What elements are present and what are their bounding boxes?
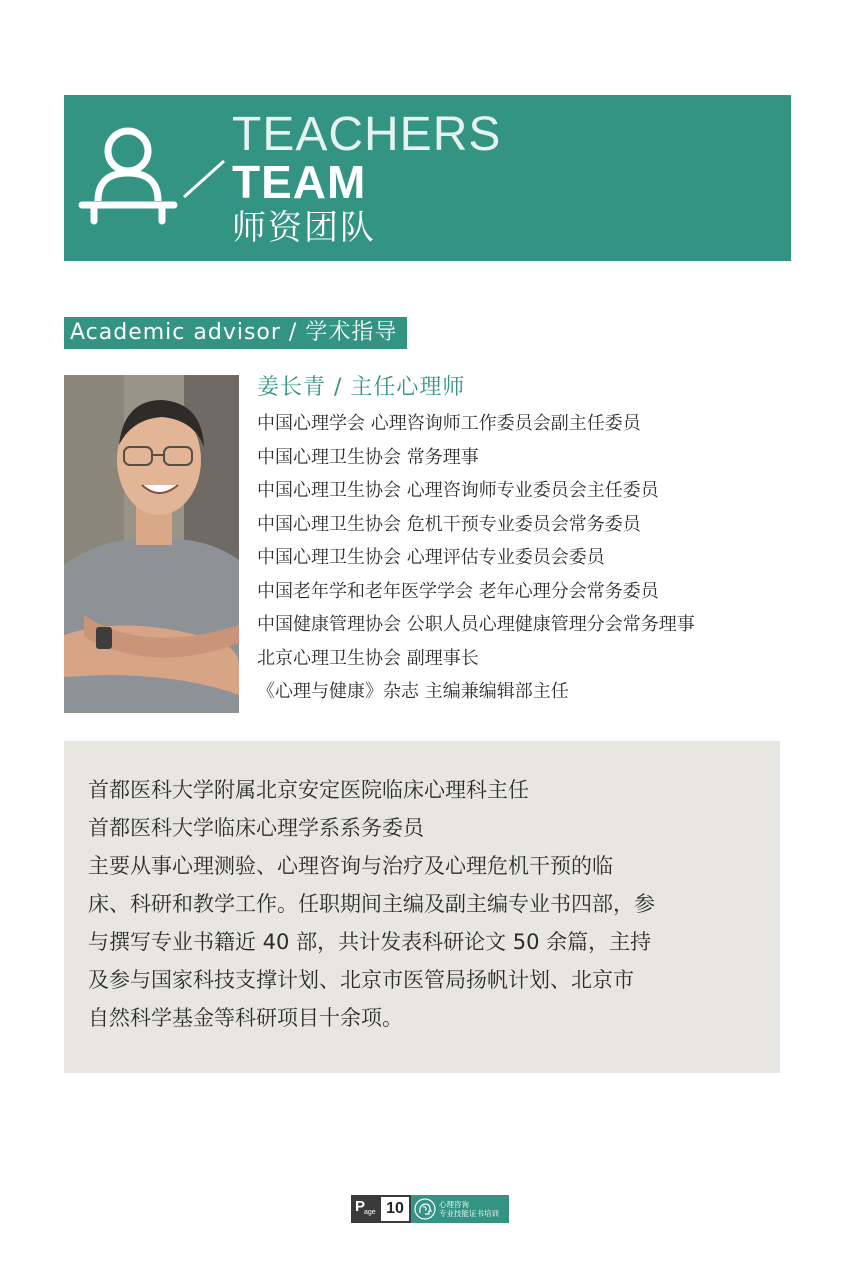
advisor-roles-list	[257, 407, 695, 709]
bio-line: 主要从事心理测验、心理咨询与治疗及心理危机干预的临	[88, 854, 613, 878]
page-footer	[351, 1195, 509, 1223]
header-banner	[64, 95, 791, 261]
role-item: 中国心理学会 心理咨询师工作委员会副主任委员	[257, 413, 641, 434]
role-item: 中国心理卫生协会 常务理事	[257, 446, 479, 468]
title-en-line1: TEACHERS	[232, 108, 502, 161]
section-tag: Academic advisor / 学术指导	[64, 317, 407, 349]
page-label-p: P	[355, 1198, 366, 1215]
brain-head-icon	[414, 1198, 436, 1220]
role-item: 中国健康管理协会 公职人员心理健康管理分会常务理事	[257, 614, 695, 635]
role-item: 中国心理卫生协会 危机干预专业委员会常务委员	[257, 513, 641, 535]
advisor-name-title: 姜长青 / 主任心理师	[257, 375, 466, 400]
slash-divider	[182, 159, 226, 199]
advisor-photo	[64, 375, 239, 713]
role-item: 北京心理卫生协会 副理事长	[257, 647, 479, 669]
role-item: 中国心理卫生协会 心理咨询师专业委员会主任委员	[257, 480, 659, 501]
role-item: 《心理与健康》杂志 主编兼编辑部主任	[257, 681, 569, 702]
bio-line: 首都医科大学临床心理学系系务委员	[88, 816, 424, 840]
bio-line: 自然科学基金等科研项目十余项。	[88, 1006, 403, 1030]
person-icon	[78, 125, 178, 225]
role-item: 中国老年学和老年医学学会 老年心理分会常务委员	[257, 580, 659, 602]
bio-line: 首都医科大学附属北京安定医院临床心理科主任	[88, 778, 529, 802]
role-item: 中国心理卫生协会 心理评估专业委员会委员	[257, 547, 605, 568]
page-label-age: age	[364, 1209, 376, 1216]
page-number: 10	[379, 1195, 411, 1223]
portrait-photo	[64, 375, 239, 713]
page-label	[351, 1195, 379, 1223]
bio-line: 床、科研和教学工作。任职期间主编及副主编专业书四部，参	[88, 892, 655, 916]
brand-line2: 专业技能证书培训	[439, 1209, 499, 1218]
brand-line1: 心理咨询	[439, 1200, 469, 1209]
title-cn: 师资团队	[232, 208, 376, 248]
title-en-line2: TEAM	[232, 156, 367, 208]
bio-line: 与撰写专业书籍近 40 部，共计发表科研论文 50 余篇，主持	[88, 930, 652, 954]
bio-box	[64, 741, 780, 1073]
footer-brand	[411, 1195, 509, 1223]
bio-line: 及参与国家科技支撑计划、北京市医管局扬帆计划、北京市	[88, 968, 634, 992]
